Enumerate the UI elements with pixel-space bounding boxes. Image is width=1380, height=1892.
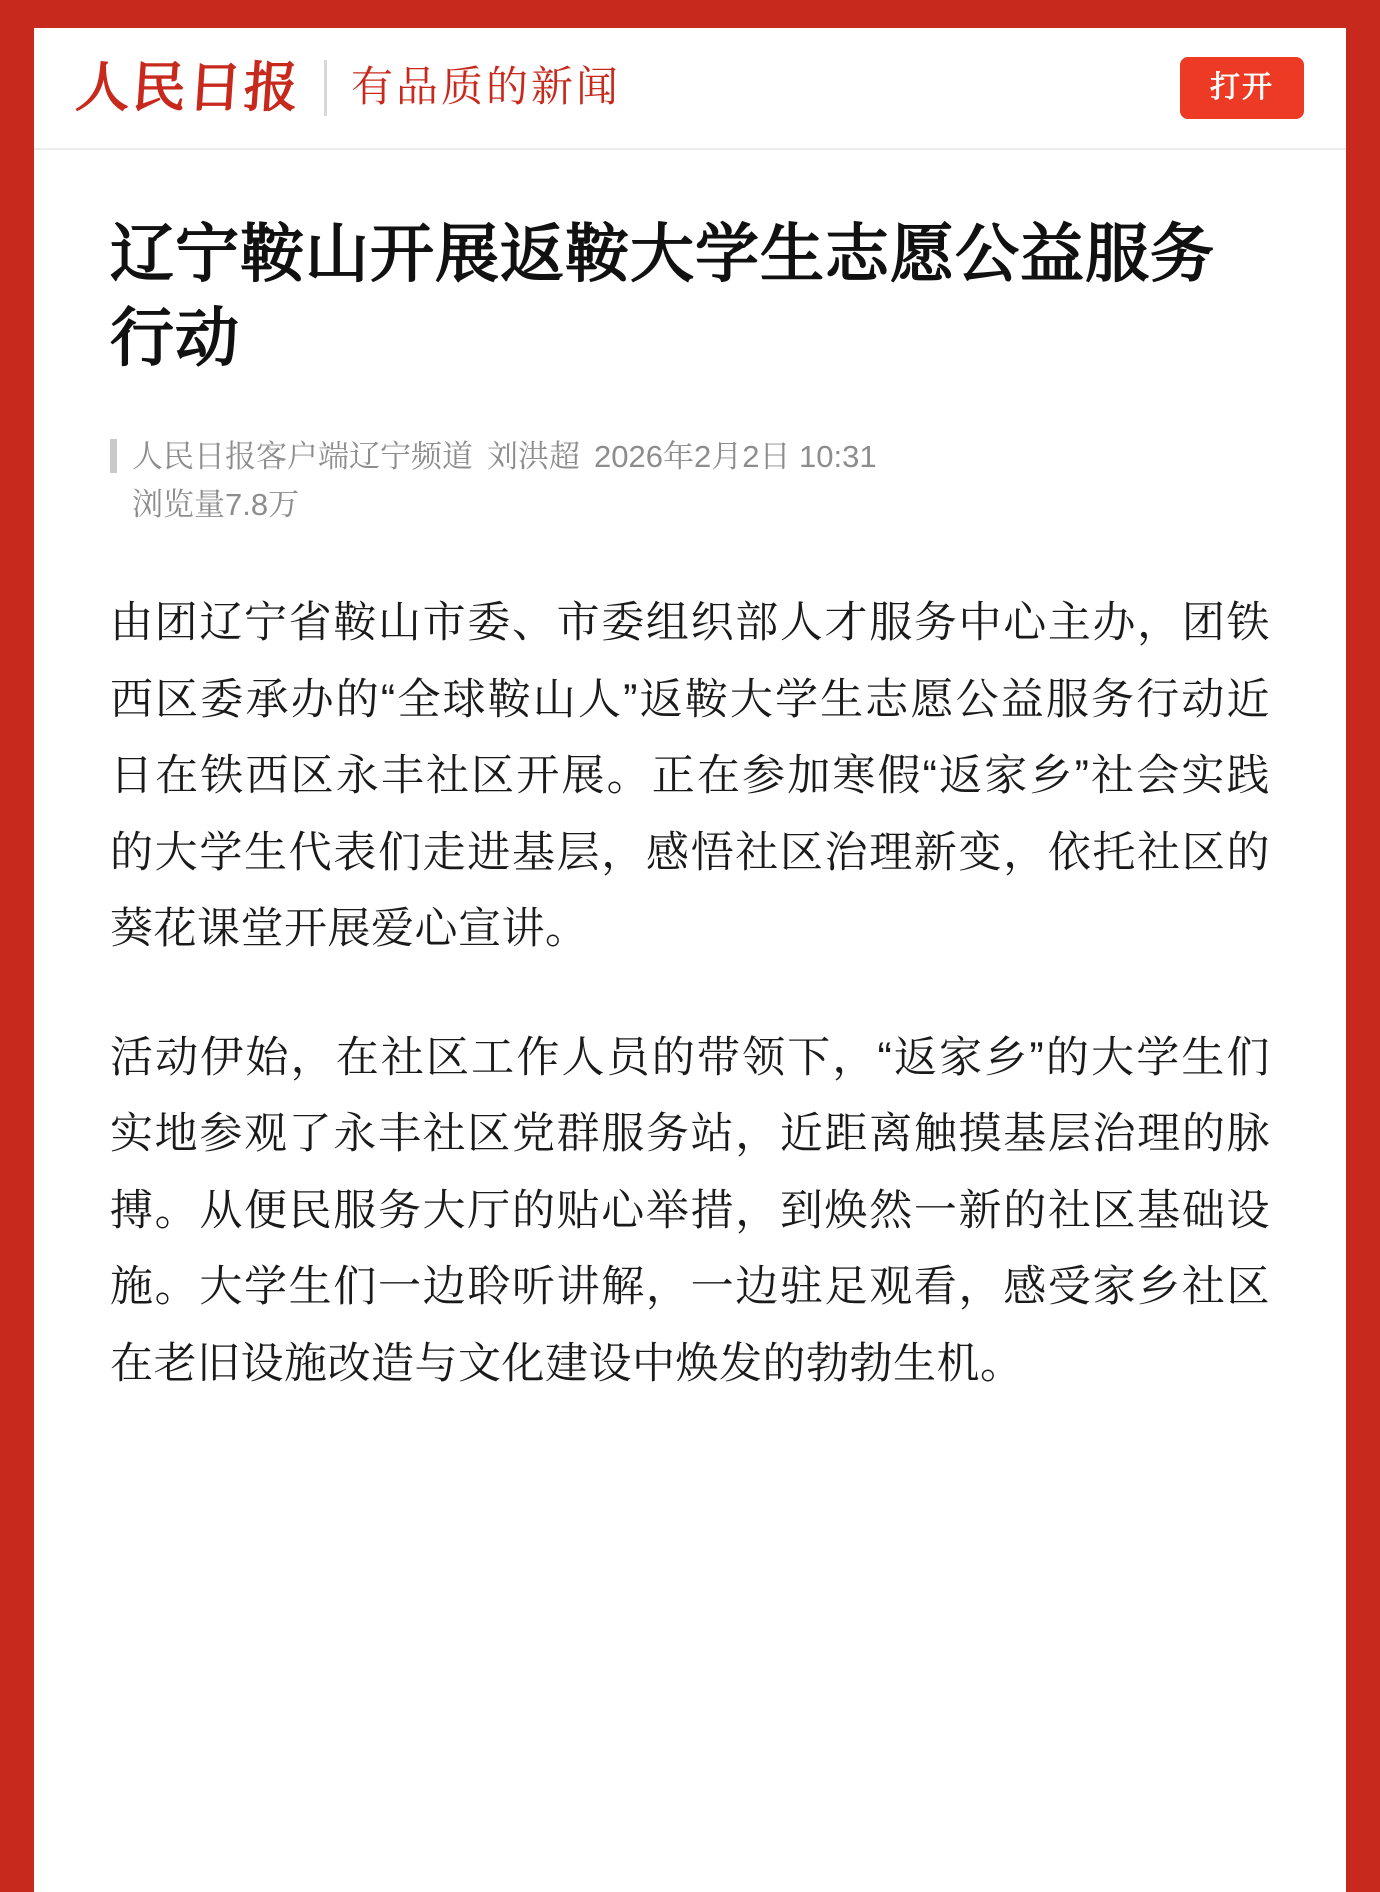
- article-paragraph: 由团辽宁省鞍山市委、市委组织部人才服务中心主办，团铁西区委承办的“全球鞍山人”返鞍大学生志愿公益服务行动近日在铁西区永丰社区开展。正在参加寒假“返家乡”社会实践的大学生代表们走进基层，感悟社区治理新变，依托社区的葵花课堂开展爱心宣讲。: [110, 599, 1270, 954]
- article-paragraphs: [110, 585, 1270, 1402]
- article-source: 人民日报客户端辽宁频道: [132, 438, 473, 474]
- article-author: 刘洪超: [487, 438, 580, 474]
- brand[interactable]: [73, 58, 622, 118]
- open-app-button[interactable]: 打开: [1180, 57, 1304, 119]
- article-paragraph: 活动伊始，在社区工作人员的带领下，“返家乡”的大学生们实地参观了永丰社区党群服务站，近距离触摸基层治理的脉搏。从便民服务大厅的贴心举措，到焕然一新的社区基础设施。大学生们一边聆听讲解，一边驻足观看，感受家乡社区在老旧设施改造与文化建设中焕发的勃勃生机。: [110, 1033, 1270, 1388]
- brand-divider: [324, 60, 327, 116]
- site-header: [34, 28, 1346, 150]
- meta-accent-bar: [110, 439, 117, 473]
- article-views: 浏览量7.8万: [132, 486, 300, 522]
- article-datetime: 2026年2月2日 10:31: [594, 438, 877, 474]
- meta-line-primary: [132, 433, 1270, 481]
- page-title: 辽宁鞍山开展返鞍大学生志愿公益服务行动: [110, 218, 1215, 375]
- article-sheet: [34, 28, 1346, 1892]
- article-meta: [110, 433, 1270, 529]
- article-body: [34, 150, 1346, 1402]
- people-daily-logo: 人民日报: [73, 58, 303, 118]
- brand-slogan: 有品质的新闻: [351, 65, 622, 111]
